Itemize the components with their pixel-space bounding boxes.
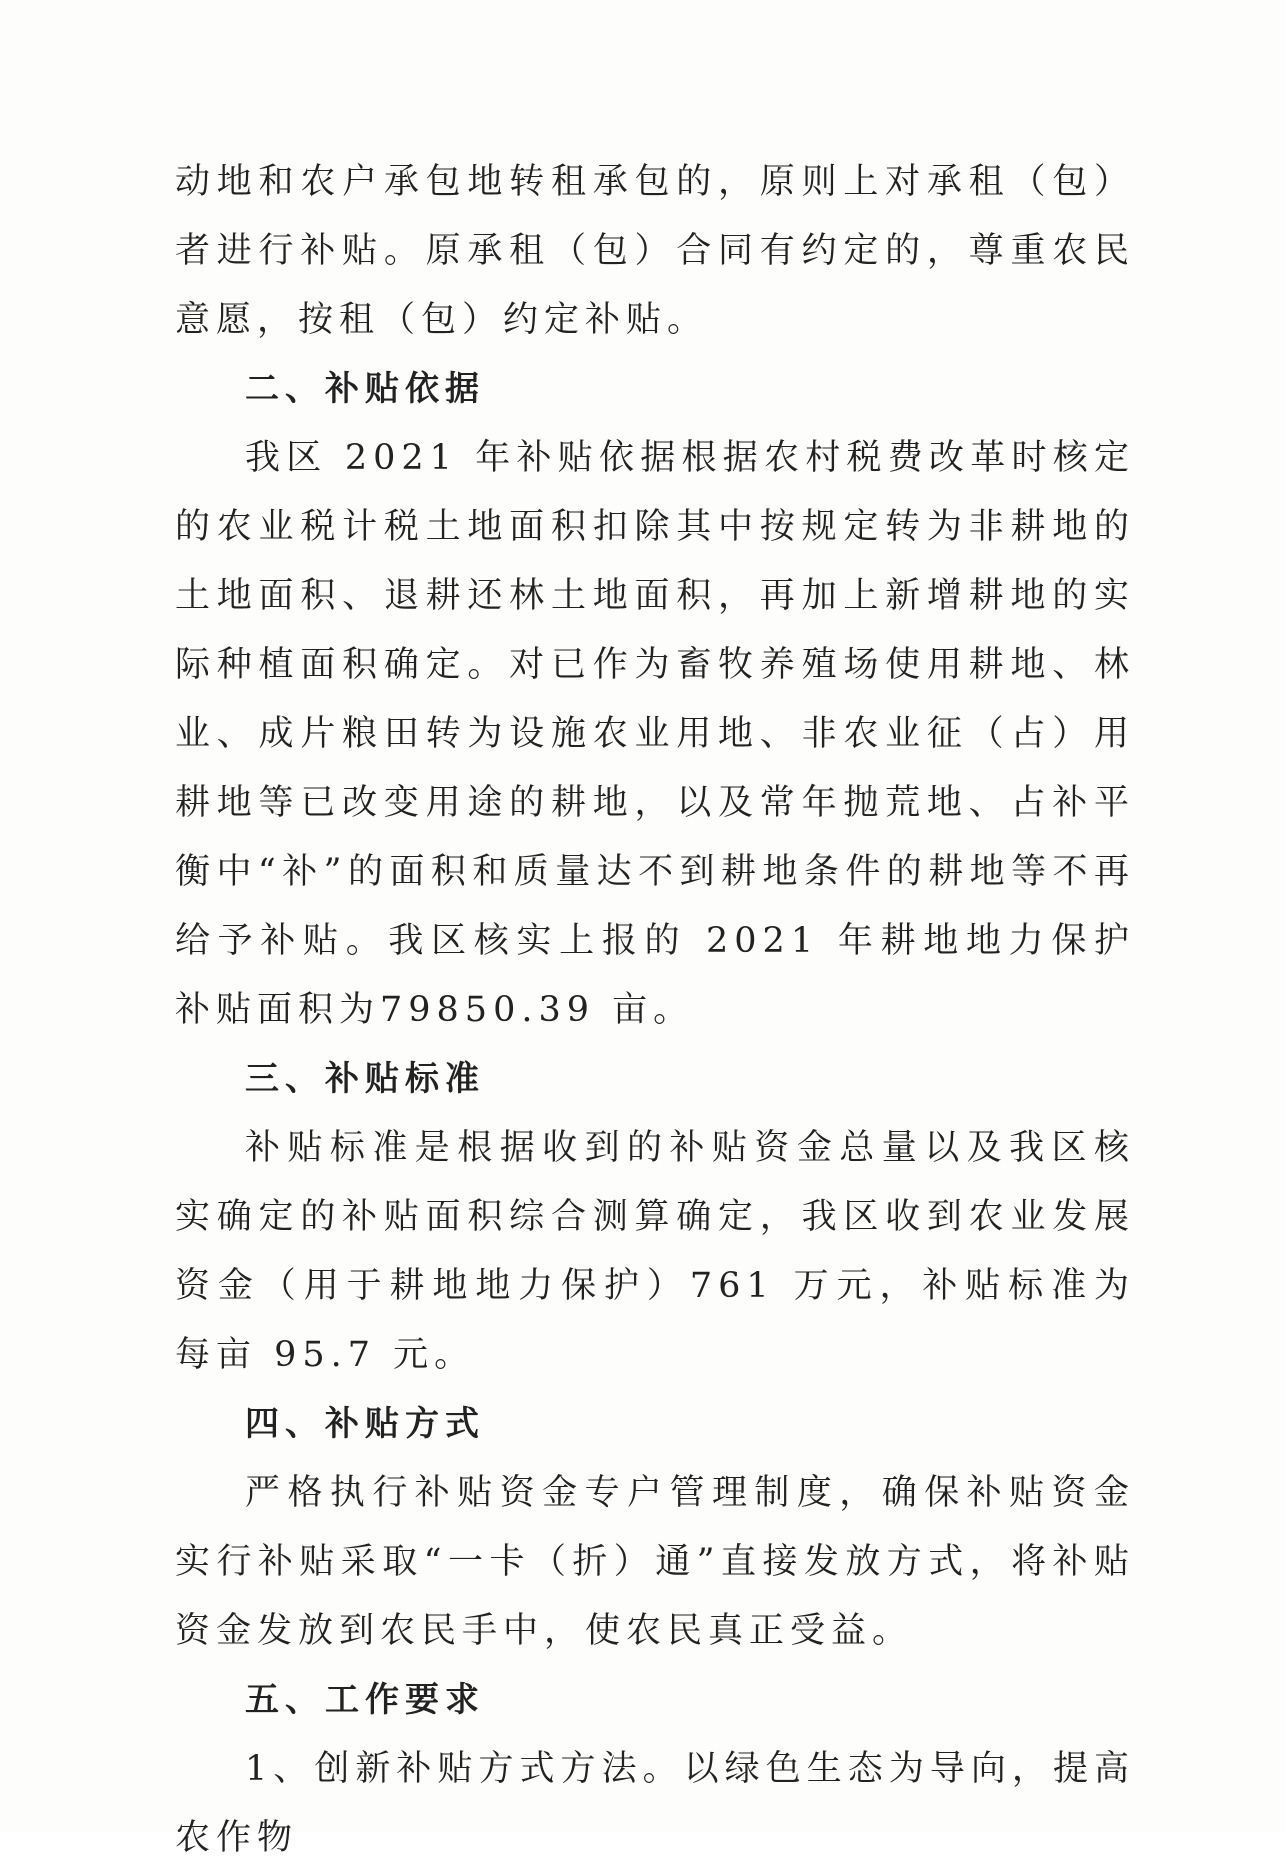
- section-heading-method: 四、补贴方式: [245, 1404, 485, 1444]
- section-heading-basis: 二、补贴依据: [245, 369, 485, 409]
- document-body: [175, 148, 1135, 1873]
- paragraph-method: 严格执行补贴资金专户管理制度，确保补贴资金实行补贴采取“一卡（折）通”直接发放方式，将补贴资金发放到农民手中，使农民真正受益。: [175, 1473, 1135, 1651]
- paragraph-requirement-1: 1、创新补贴方式方法。以绿色生态为导向，提高农作物: [175, 1749, 1135, 1858]
- section-heading-requirements: 五、工作要求: [245, 1680, 485, 1720]
- paragraph-continuation: 动地和农户承包地转租承包的，原则上对承租（包）者进行补贴。原承租（包）合同有约定的，尊重农民意愿，按租（包）约定补贴。: [175, 162, 1135, 340]
- section-heading-standard: 三、补贴标准: [245, 1059, 485, 1099]
- paragraph-basis: 我区 2021 年补贴依据根据农村税费改革时核定的农业税计税土地面积扣除其中按规定转为非耕地的土地面积、退耕还林土地面积，再加上新增耕地的实际种植面积确定。对已作为畜牧养殖场使用耕地、林业、成片粮田转为设施农业用地、非农业征（占）用耕地等已改变用途的耕地，以及常年抛荒地、占补平衡中“补”的面积和质量达不到耕地条件的耕地等不再给予补贴。我区核实上报的 2021 年耕地地力保护补贴面积为79850.39 亩。: [175, 438, 1135, 1030]
- paragraph-standard: 补贴标准是根据收到的补贴资金总量以及我区核实确定的补贴面积综合测算确定，我区收到农业发展资金（用于耕地地力保护）761 万元，补贴标准为每亩 95.7 元。: [175, 1128, 1135, 1375]
